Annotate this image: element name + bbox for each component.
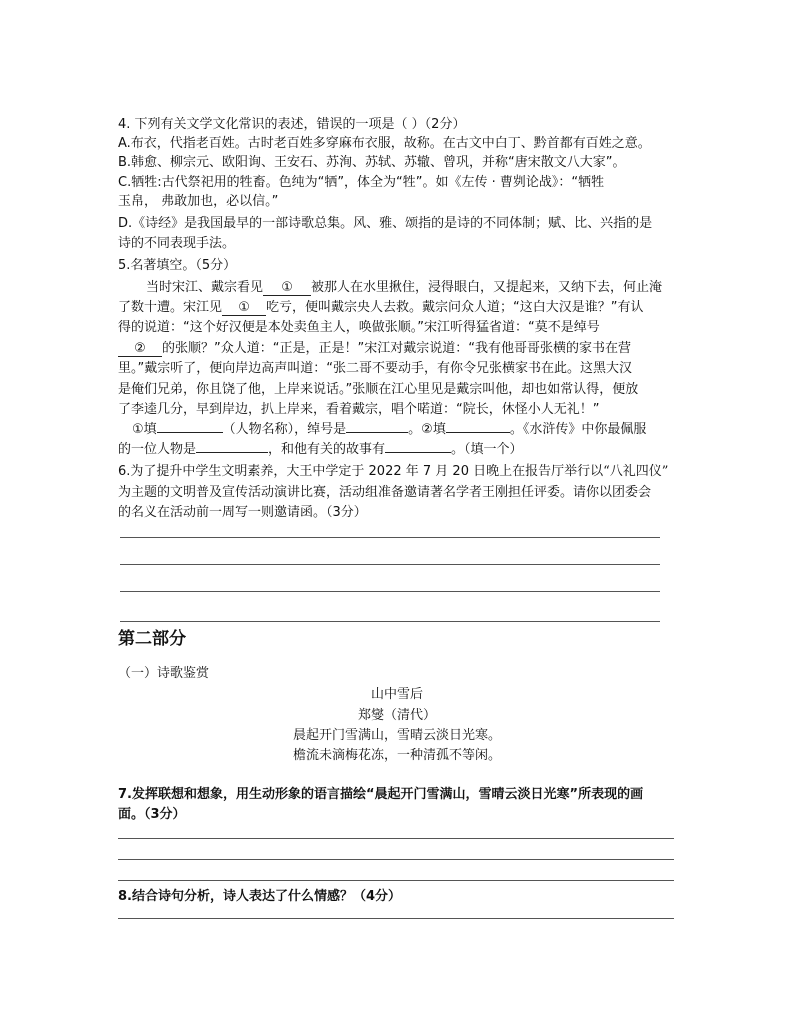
poetry-section-heading: （一）诗歌鉴赏	[118, 666, 210, 681]
q5-fill-text: 。②填	[408, 422, 446, 437]
q5-answer-blank[interactable]	[157, 432, 223, 433]
poem-title: 山中雪后	[370, 687, 423, 702]
q5-passage-text: 当时宋江、戴宗看见	[146, 280, 264, 295]
q4-stem: 4. 下列有关文学文化常识的表述，错误的一项是（ ）（2分）	[118, 117, 466, 132]
q7-answer-line[interactable]	[118, 859, 674, 860]
q4-option-c-cont: 玉帛， 弗敢加也，必以信。”	[118, 194, 279, 209]
q5-blank-1-repeat: ①	[222, 300, 266, 316]
q5-blank-2: ②	[118, 341, 162, 357]
part-two-heading: 第二部分	[118, 629, 186, 649]
q6-answer-line[interactable]	[120, 621, 660, 622]
q5-fill-text: ①填	[132, 422, 157, 437]
q7-line: 面。（3分）	[118, 807, 186, 822]
q6-text: 6.为了提升中学生文明素养，大王中学定于 2022 年 7 月 20 日晚上在报告厅举行以	[118, 464, 604, 479]
q7-answer-line[interactable]	[118, 880, 674, 881]
q5-passage-line: 得的说道：“这个好汉便是本处卖鱼主人，唤做张顺。”宋江听得猛省道：“莫不是绰号	[118, 320, 600, 335]
poem-line: 檐流未滴梅花冻，一种清孤不等闲。	[292, 748, 501, 763]
q5-passage-line	[118, 339, 631, 358]
q5-passage-text: 的张顺？”众人道：“正是，正是！”宋江对戴宗说道：“我有他哥哥张横的家书在营	[162, 341, 631, 356]
q4-option-a: A.布衣，代指老百姓。古时老百姓多穿麻布衣服，故称。在古文中白丁、黔首都有百姓之意。	[118, 136, 651, 151]
q5-blank-1: ①	[263, 280, 311, 296]
q5-passage-line: 是俺们兄弟，你且饶了他，上岸来说话。”张顺在江心里见是戴宗叫他，却也如常认得，便放	[118, 382, 639, 397]
q5-passage-line: 了李逵几分，早到岸边，扒上岸来，看着戴宗，唱个喏道：“院长，休怪小人无礼！”	[118, 402, 600, 417]
q4-option-b: B.韩愈、柳宗元、欧阳询、王安石、苏洵、苏轼、苏辙、曾巩，并称“唐宋散文八大家”。	[118, 155, 626, 170]
q6-answer-line[interactable]	[120, 537, 660, 538]
q5-fill-text: 。《水浒传》中你最佩服	[509, 422, 647, 437]
q5-fill-text: 。（填一个）	[451, 442, 523, 457]
q5-fill-line	[118, 440, 523, 459]
q5-answer-blank[interactable]	[346, 432, 408, 433]
q5-passage-line	[118, 298, 644, 317]
q5-fill-text: ，和他有关的故事有	[268, 442, 386, 457]
q6-answer-line[interactable]	[120, 564, 660, 565]
q6-theme-quote: “八礼四仪”	[603, 464, 669, 479]
q5-passage-text: 被那人在水里揪住，浸得眼白，又提起来，又纳下去，何止淹	[311, 280, 663, 295]
q5-fill-line	[132, 420, 646, 439]
q5-passage-line: 里。”戴宗听了，便向岸边高声叫道：“张二哥不要动手，有你令兄张横家书在此。这黑大汉	[118, 361, 632, 376]
q5-passage-text: 了数十遭。宋江见	[118, 300, 223, 315]
q7-answer-line[interactable]	[118, 838, 674, 839]
q6-line: 的名义在活动前一周写一则邀请函。（3分）	[118, 505, 367, 520]
q6-line	[118, 462, 668, 481]
q8-answer-line[interactable]	[118, 918, 674, 919]
q5-fill-text: （人物名称），绰号是	[222, 422, 347, 437]
q6-line: 为主题的文明普及宣传活动演讲比赛，活动组准备邀请著名学者王刚担任评委。请你以团委会	[118, 485, 652, 500]
q5-stem: 5.名著填空。（5分）	[118, 258, 237, 273]
poem-line: 晨起开门雪满山，雪晴云淡日光寒。	[292, 728, 501, 743]
poem-author: 郑燮（清代）	[357, 708, 436, 723]
q5-passage-text: 吃亏，便叫戴宗央人去救。戴宗问众人道；“这白大汉是谁？”有认	[266, 300, 644, 315]
q8-line: 8.结合诗句分析，诗人表达了什么情感？（4分）	[118, 889, 402, 904]
q4-option-d: D.《诗经》是我国最早的一部诗歌总集。风、雅、颂指的是诗的不同体制；赋、比、兴指的是	[118, 216, 653, 231]
q5-passage-line	[146, 278, 662, 297]
q4-option-d-cont: 诗的不同表现手法。	[118, 236, 236, 251]
q7-line: 7.发挥联想和想象，用生动形象的语言描绘“晨起开门雪满山，雪晴云淡日光寒”所表现的画	[118, 787, 644, 802]
q5-fill-text: 的一位人物是	[118, 442, 197, 457]
q4-option-c: C.牺牲:古代祭祀用的牲畜。色纯为“牺”，体全为“牲”。如《左传 · 曹刿论战》：“牺牲	[118, 175, 605, 190]
q6-answer-line[interactable]	[120, 591, 660, 592]
q5-answer-blank[interactable]	[385, 452, 451, 453]
q5-answer-blank[interactable]	[446, 432, 510, 433]
q5-answer-blank[interactable]	[196, 452, 268, 453]
